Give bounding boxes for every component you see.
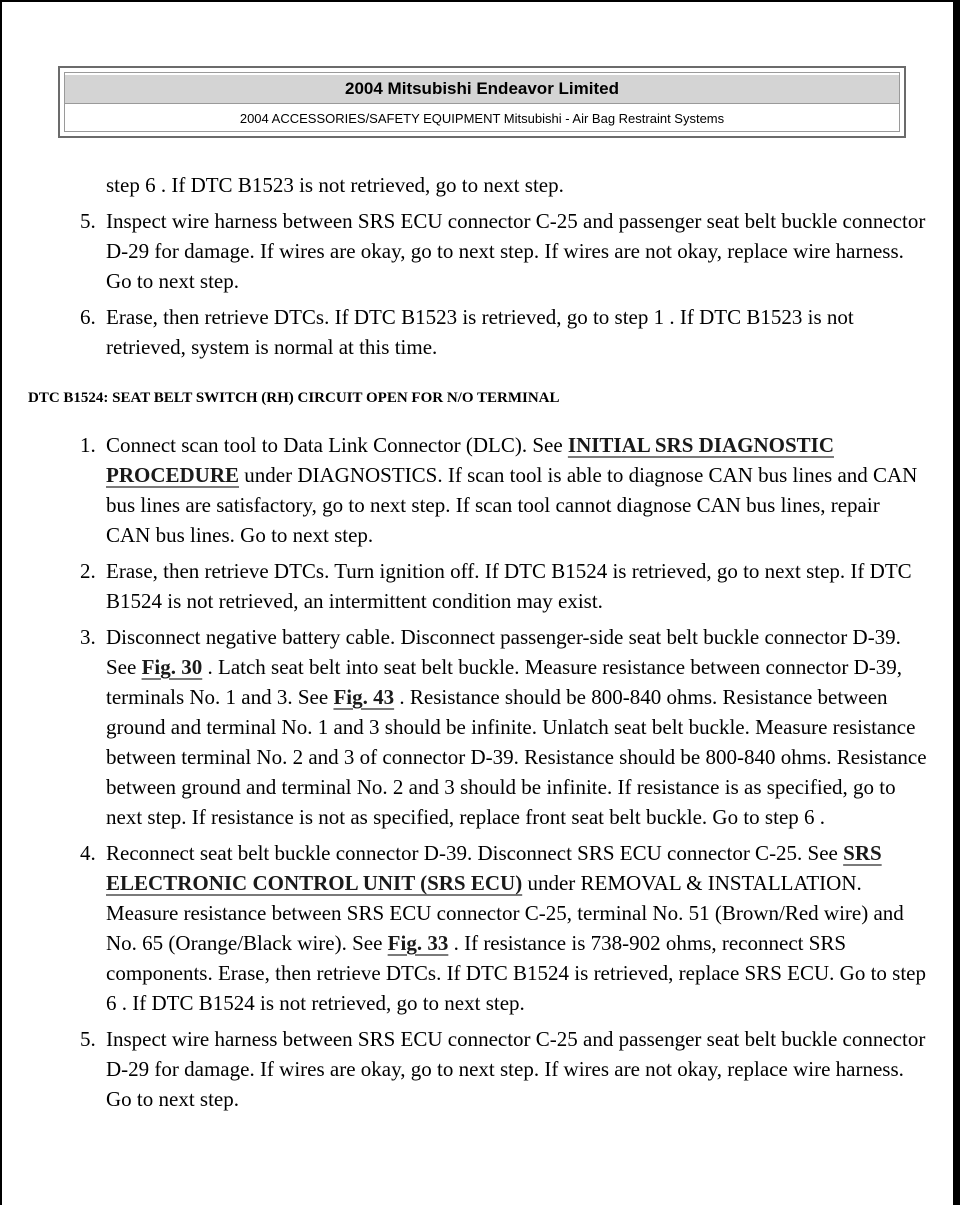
step-text: under DIAGNOSTICS. If scan tool is able to diagnose CAN bus lines and CAN bus lines are satisfactory, go to next step. If scan tool cannot diagnose CAN bus lines, repair CAN bus lines. Go to next step. bbox=[106, 463, 918, 547]
step-text: . If resistance is 738-902 ohms, reconnect SRS components. Erase, then retrieve DTCs. If DTC B1524 is retrieved, replace SRS ECU. Go to step 6 . If DTC B1524 is not retrieved, go to next step. bbox=[106, 931, 926, 1015]
section-subtitle: 2004 ACCESSORIES/SAFETY EQUIPMENT Mitsubishi - Air Bag Restraint Systems bbox=[239, 111, 725, 126]
step-text: Reconnect seat belt buckle connector D-39. Disconnect SRS ECU connector C-25. See bbox=[106, 841, 844, 865]
list-item bbox=[28, 302, 928, 362]
list-item bbox=[28, 556, 928, 616]
list-item bbox=[28, 622, 928, 832]
vehicle-title: 2004 Mitsubishi Endeavor Limited bbox=[65, 75, 899, 104]
step-number: 5. bbox=[80, 209, 96, 233]
list-item bbox=[28, 1024, 928, 1114]
page-edge-right bbox=[953, 0, 960, 1205]
link-initial-srs-diagnostic-procedure[interactable]: INITIAL SRS DIAGNOSTIC PROCEDURE bbox=[106, 433, 834, 487]
list-item bbox=[28, 206, 928, 296]
step-text: under REMOVAL & INSTALLATION. Measure resistance between SRS ECU connector C-25, terminal No. 51 (Brown/Red wire) and No. 65 (Orange/Black wire). See bbox=[106, 871, 904, 955]
link-srs-electronic-control-unit[interactable]: SRS ELECTRONIC CONTROL UNIT (SRS ECU) bbox=[106, 841, 882, 895]
step-number: 1. bbox=[80, 433, 96, 457]
list-item bbox=[28, 838, 928, 1018]
step-text: Disconnect negative battery cable. Disconnect passenger-side seat belt buckle connector D-39. See bbox=[106, 625, 901, 679]
header-inner-frame bbox=[64, 72, 900, 132]
document-body bbox=[28, 170, 928, 1114]
link-fig-43[interactable]: Fig. 43 bbox=[333, 685, 395, 709]
page-edge-top bbox=[0, 0, 960, 2]
step-number: 5. bbox=[80, 1027, 96, 1051]
link-fig-33[interactable]: Fig. 33 bbox=[387, 931, 449, 955]
step-text: Connect scan tool to Data Link Connector (DLC). See bbox=[106, 433, 568, 457]
step-list-b1524 bbox=[28, 430, 928, 1114]
step-text: Erase, then retrieve DTCs. Turn ignition off. If DTC B1524 is retrieved, go to next step. If DTC B1524 is not retrieved, an intermittent condition may exist. bbox=[106, 559, 912, 613]
step-text: Erase, then retrieve DTCs. If DTC B1523 is retrieved, go to step 1 . If DTC B1523 is not retrieved, system is normal at this time. bbox=[106, 305, 854, 359]
step-text: . Latch seat belt into seat belt buckle. Measure resistance between connector D-39, terminals No. 1 and 3. See bbox=[106, 655, 902, 709]
document-header bbox=[58, 66, 906, 138]
step-number: 4. bbox=[80, 841, 96, 865]
link-fig-30[interactable]: Fig. 30 bbox=[141, 655, 203, 679]
step-list-b1523 bbox=[28, 206, 928, 362]
step-number: 3. bbox=[80, 625, 96, 649]
step-number: 2. bbox=[80, 559, 96, 583]
section-heading-dtc-b1524: DTC B1524: SEAT BELT SWITCH (RH) CIRCUIT OPEN FOR N/O TERMINAL bbox=[28, 390, 560, 406]
continuation-text: step 6 . If DTC B1523 is not retrieved, go to next step. bbox=[106, 173, 564, 197]
page-edge-left bbox=[0, 0, 2, 1205]
step-number: 6. bbox=[80, 305, 96, 329]
step-text: Inspect wire harness between SRS ECU connector C-25 and passenger seat belt buckle connector D-29 for damage. If wires are okay, go to next step. If wires are not okay, replace wire harness. Go to next step. bbox=[106, 209, 926, 293]
list-item bbox=[28, 430, 928, 550]
step-text: . Resistance should be 800-840 ohms. Resistance between ground and terminal No. 1 and 3 should be infinite. Unlatch seat belt buckle. Measure resistance between terminal No. 2 and 3 of connector D-39. Resistance should be 800-840 ohms. Resistance between ground and terminal No. 2 and 3 should be infinite. If resistance is as specified, go to next step. If resistance is not as specified, replace front seat belt buckle. Go to step 6 . bbox=[106, 685, 927, 829]
step-text: Inspect wire harness between SRS ECU connector C-25 and passenger seat belt buckle connector D-29 for damage. If wires are okay, go to next step. If wires are not okay, replace wire harness. Go to next step. bbox=[106, 1027, 926, 1111]
